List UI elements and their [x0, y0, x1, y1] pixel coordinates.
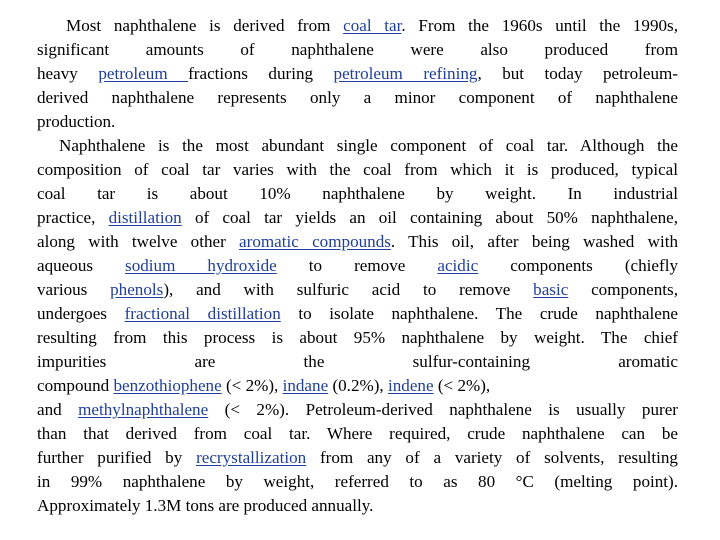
link-aromatic-compounds[interactable]: aromatic compounds	[239, 232, 391, 251]
link-benzothiophene[interactable]: benzothiophene	[113, 376, 222, 395]
text-line	[37, 134, 678, 158]
text-line	[37, 38, 678, 62]
text-line	[37, 230, 678, 254]
text-run: fractions during	[188, 64, 334, 83]
link-recrystallization[interactable]: recrystallization	[196, 448, 307, 467]
text-line	[37, 62, 678, 86]
text-run: ), and with sulfuric acid to remove	[163, 280, 534, 299]
text-line	[37, 302, 678, 326]
link-coal-tar[interactable]: coal tar	[343, 16, 402, 35]
text-run: various	[37, 280, 111, 299]
link-acidic[interactable]: acidic	[437, 256, 479, 275]
text-run: (< 2%),	[221, 376, 283, 395]
text-run: from any of a variety of solvents, resulting	[306, 448, 678, 467]
text-run: components (chiefly	[478, 256, 679, 275]
text-line	[37, 206, 678, 230]
text-run: than that derived from coal tar. Where required, crude naphthalene can be	[37, 424, 678, 443]
text-line	[37, 326, 678, 350]
text-line	[37, 398, 678, 422]
text-run: . From the 1960s until the 1990s,	[401, 16, 678, 35]
text-line	[37, 494, 678, 518]
text-line	[37, 110, 678, 134]
text-line	[37, 14, 678, 38]
link-methylnaphthalene[interactable]: methylnaphthalene	[78, 400, 209, 419]
text-run: in 99% naphthalene by weight, referred to as 80 °C (melting point).	[37, 472, 678, 491]
text-run: . This oil, after being washed with	[390, 232, 678, 251]
text-run: resulting from this process is about 95% naphthalene by weight. The chief	[37, 328, 678, 347]
text-line	[37, 374, 678, 398]
text-run: compound	[37, 376, 114, 395]
link-indane[interactable]: indane	[282, 376, 329, 395]
text-run: of coal tar yields an oil containing about 50% naphthalene,	[181, 208, 678, 227]
link-fractional-distillation[interactable]: fractional distillation	[124, 304, 281, 323]
link-petroleum[interactable]: petroleum	[98, 64, 189, 83]
text-run: and	[37, 400, 79, 419]
text-run: (0.2%),	[328, 376, 388, 395]
text-run: Naphthalene is the most abundant single component of coal tar. Although the	[59, 136, 678, 155]
paragraph-production-process	[37, 134, 678, 518]
text-run: derived naphthalene represents only a minor component of naphthalene	[37, 88, 678, 107]
text-run: further purified by	[37, 448, 197, 467]
paragraph-coal-tar-origins	[37, 14, 678, 134]
link-phenols[interactable]: phenols	[110, 280, 164, 299]
text-line	[37, 182, 678, 206]
text-run: undergoes	[37, 304, 125, 323]
text-run: (< 2%),	[433, 376, 491, 395]
text-run: production.	[37, 112, 116, 131]
text-run: (< 2%). Petroleum-derived naphthalene is usually purer	[208, 400, 678, 419]
link-indene[interactable]: indene	[387, 376, 434, 395]
text-line	[37, 446, 678, 470]
text-run: to isolate naphthalene. The crude naphthalene	[280, 304, 678, 323]
text-line	[37, 158, 678, 182]
text-run: practice,	[37, 208, 109, 227]
link-petroleum-refining[interactable]: petroleum refining	[333, 64, 478, 83]
link-basic[interactable]: basic	[533, 280, 569, 299]
text-line	[37, 350, 678, 374]
text-line	[37, 470, 678, 494]
document-body	[37, 14, 678, 518]
text-line	[37, 254, 678, 278]
text-run: impurities are the sulfur-containing aromatic	[37, 352, 678, 371]
text-run: , but today petroleum-	[477, 64, 678, 83]
text-run: Most naphthalene is derived from	[66, 16, 344, 35]
text-run: significant amounts of naphthalene were also produced from	[37, 40, 678, 59]
text-run: to remove	[276, 256, 438, 275]
text-run: coal tar is about 10% naphthalene by weight. In industrial	[37, 184, 678, 203]
link-distillation[interactable]: distillation	[108, 208, 182, 227]
text-line	[37, 278, 678, 302]
text-run: components,	[568, 280, 678, 299]
link-sodium-hydroxide[interactable]: sodium hydroxide	[125, 256, 277, 275]
text-run: Approximately 1.3M tons are produced annually.	[37, 496, 374, 515]
text-run: heavy	[37, 64, 99, 83]
text-run: aqueous	[37, 256, 126, 275]
text-run: composition of coal tar varies with the coal from which it is produced, typical	[37, 160, 678, 179]
text-line	[37, 86, 678, 110]
text-run: along with twelve other	[37, 232, 240, 251]
text-line	[37, 422, 678, 446]
